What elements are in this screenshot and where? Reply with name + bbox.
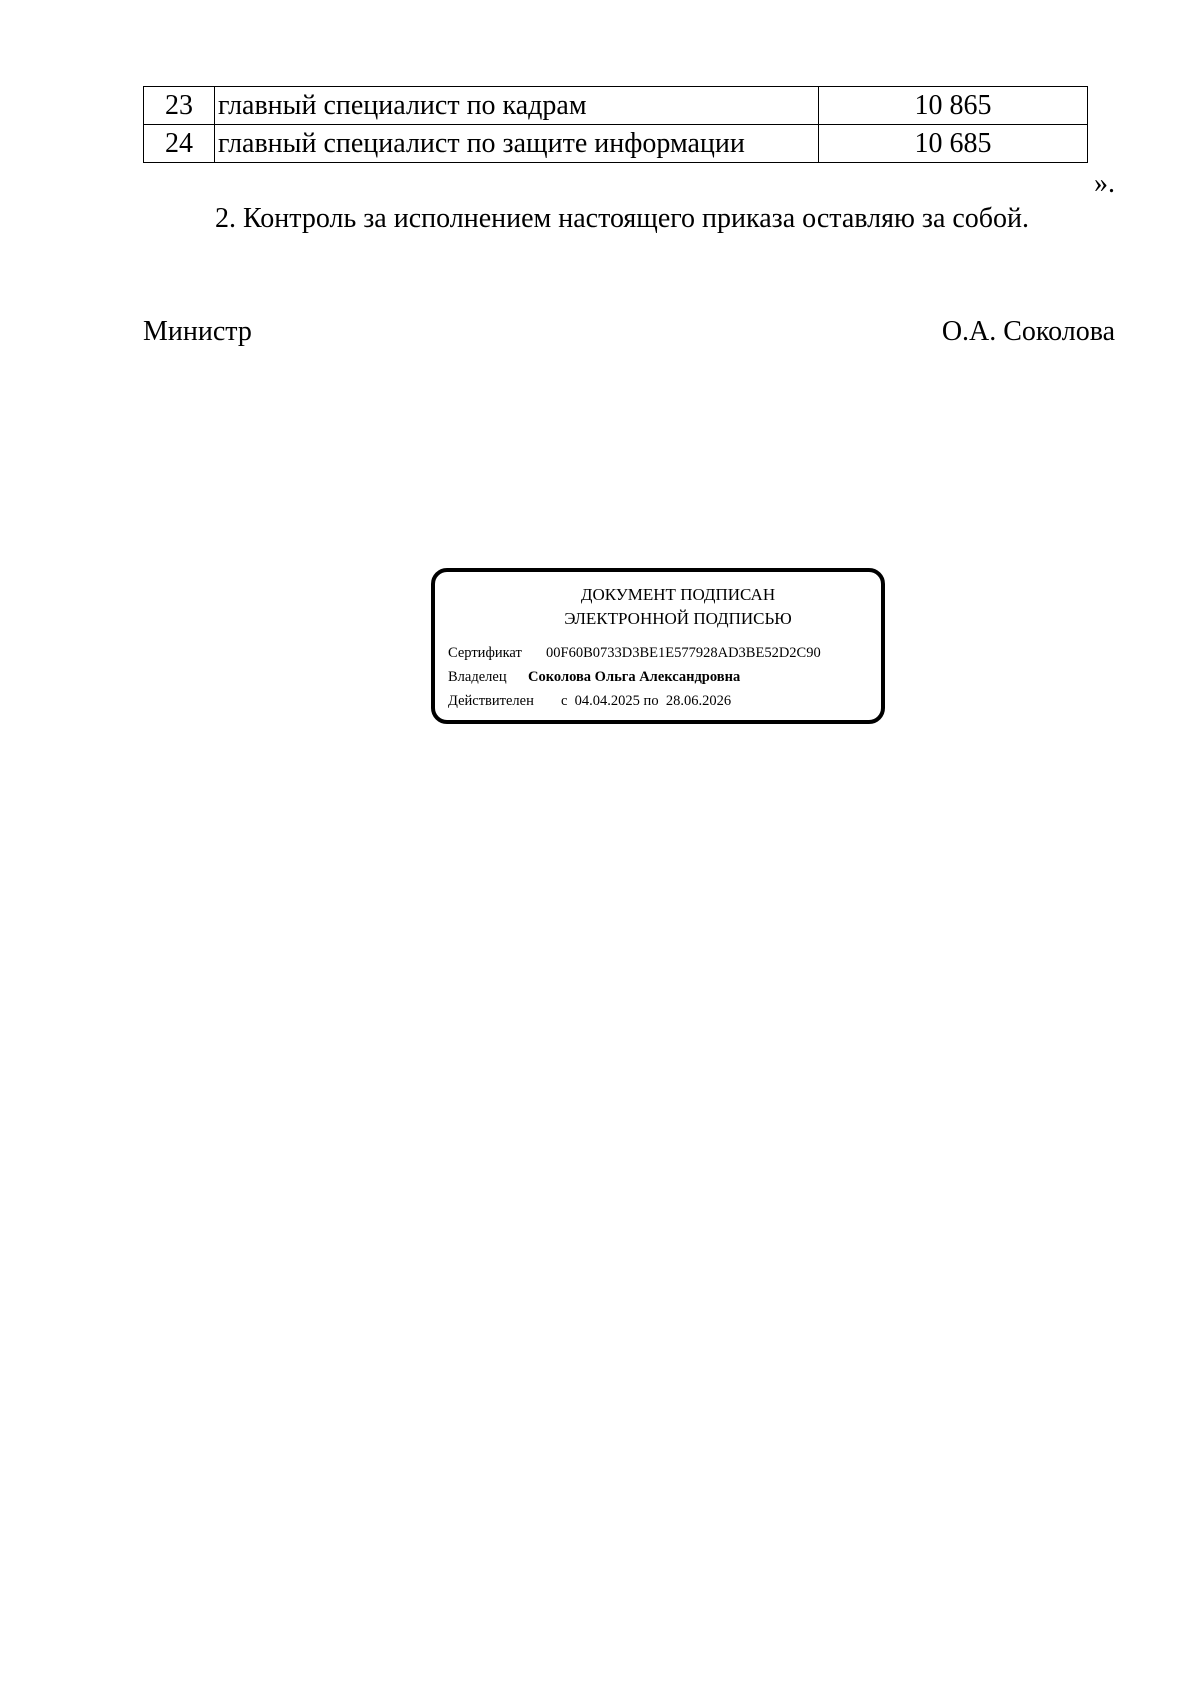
row-number: 23 <box>144 87 215 125</box>
closing-quote: ». <box>1094 168 1115 199</box>
electronic-signature-stamp <box>431 568 885 724</box>
signer-name: О.А. Соколова <box>941 316 1115 347</box>
owner-label: Владелец <box>448 669 507 685</box>
salary-table <box>143 86 1088 163</box>
table-row <box>144 87 1088 125</box>
certificate-label: Сертификат <box>448 645 522 661</box>
stamp-owner-row <box>448 665 881 689</box>
stamp-validity-row <box>448 689 881 713</box>
owner-value: Соколова Ольга Александровна <box>528 669 741 685</box>
stamp-details <box>435 641 881 713</box>
stamp-heading <box>435 583 881 631</box>
valid-label: Действителен <box>448 693 534 709</box>
stamp-heading-line1: ДОКУМЕНТ ПОДПИСАН <box>580 585 776 604</box>
stamp-certificate-row <box>448 641 881 665</box>
salary-amount: 10 865 <box>819 87 1088 125</box>
row-number: 24 <box>144 125 215 163</box>
certificate-value: 00F60B0733D3BE1E577928AD3BE52D2C90 <box>546 645 821 661</box>
table-row <box>144 125 1088 163</box>
salary-amount: 10 685 <box>819 125 1088 163</box>
position-name: главный специалист по защите информации <box>215 125 819 163</box>
signer-title: Министр <box>143 316 252 347</box>
control-paragraph: 2. Контроль за исполнением настоящего приказа оставляю за собой. <box>215 203 1030 234</box>
valid-value: с 04.04.2025 по 28.06.2026 <box>561 693 732 709</box>
stamp-heading-line2: ЭЛЕКТРОННОЙ ПОДПИСЬЮ <box>564 609 792 628</box>
position-name: главный специалист по кадрам <box>215 87 819 125</box>
